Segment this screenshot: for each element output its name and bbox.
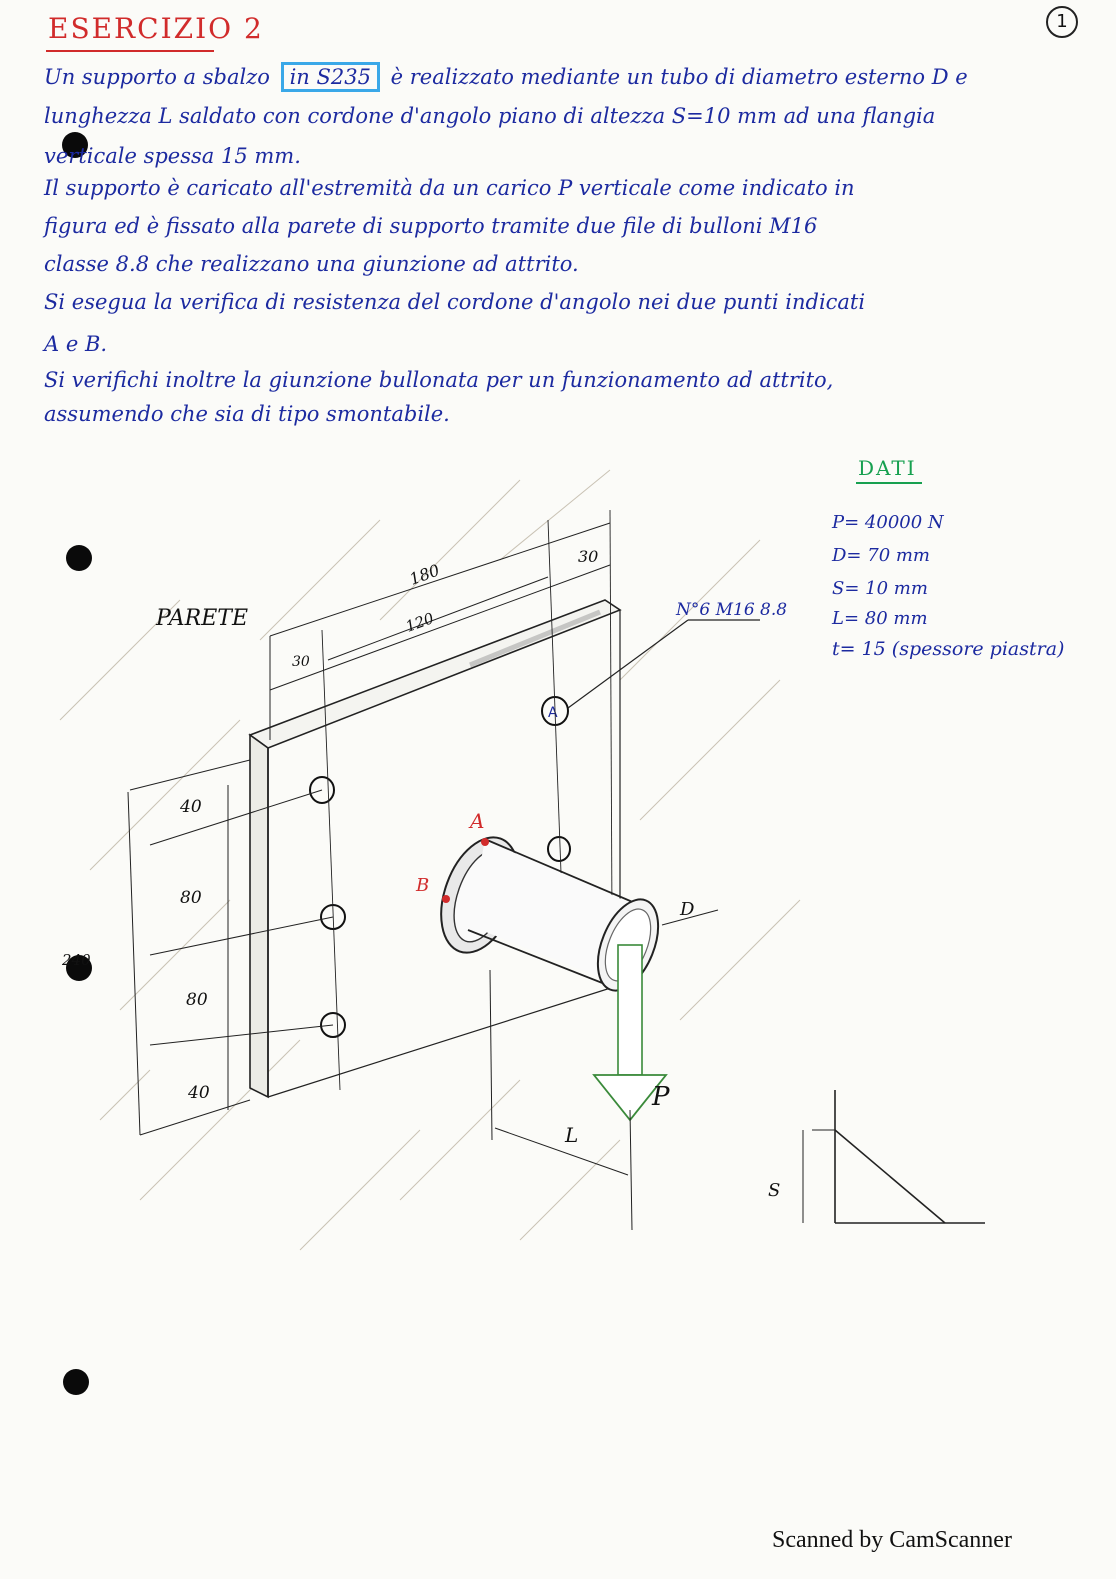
load-p-label: P (652, 1082, 670, 1112)
problem-line-1-pre: Un supporto a sbalzo (44, 65, 270, 89)
data-title: DATI (858, 456, 917, 480)
problem-line-9: Si verifichi inoltre la giunzione bullonata per un funzionamento ad attrito, (44, 368, 834, 392)
dim-40-bottom-label: 40 (188, 1083, 210, 1103)
problem-line-2: lunghezza L saldato con cordone d'angolo piano di altezza S=10 mm ad una flangia (44, 104, 936, 128)
problem-line-1-post: è realizzato mediante un tubo di diametro esterno D e (390, 65, 968, 89)
material-highlight: in S235 (281, 62, 380, 92)
dim-30-top-label: 30 (578, 547, 599, 566)
bolt-callout-label: N°6 M16 8.8 (676, 600, 788, 620)
dim-80-a-label: 80 (180, 888, 202, 908)
page-number: 1 (1046, 6, 1078, 38)
data-item-p: P= 40000 N (832, 512, 944, 533)
problem-line-5: figura ed è fissato alla parete di supporto tramite due file di bulloni M16 (44, 214, 818, 238)
data-item-d: D= 70 mm (832, 545, 930, 566)
point-a-label: A (470, 809, 485, 833)
problem-line-7: Si esegua la verifica di resistenza del cordone d'angolo nei due punti indicati (44, 290, 866, 314)
problem-line-10: assumendo che sia di tipo smontabile. (44, 402, 450, 426)
wall-hatching (60, 470, 800, 1250)
dim-180-label: 180 (406, 560, 443, 589)
wall-label: PARETE (156, 606, 249, 631)
problem-line-3: verticale spessa 15 mm. (44, 144, 301, 168)
problem-line-4: Il supporto è caricato all'estremità da un carico P verticale come indicato in (44, 176, 855, 200)
dim-40-top-label: 40 (180, 797, 202, 817)
problem-line-6: classe 8.8 che realizzano una giunzione ad attrito. (44, 252, 579, 276)
weld-s-label: S (768, 1180, 781, 1201)
bolt-hole-right-mid (548, 837, 570, 861)
bolt-centerlines (322, 510, 612, 1090)
scanner-watermark: Scanned by CamScanner (772, 1527, 1012, 1553)
data-item-l: L= 80 mm (832, 608, 928, 629)
data-item-t: t= 15 (spessore piastra) (832, 638, 1065, 660)
dim-80-b-label: 80 (186, 990, 208, 1010)
length-l-label: L (565, 1123, 579, 1147)
exercise-title: ESERCIZIO 2 (48, 12, 264, 45)
weld-point-a (481, 838, 489, 846)
left-dimensions (128, 760, 333, 1135)
dim-120-label: 120 (403, 609, 437, 636)
bolt-marker-label: A (548, 705, 558, 721)
dim-30-left-label: 30 (292, 654, 310, 670)
data-item-s: S= 10 mm (832, 578, 928, 599)
diameter-d-label: D (680, 899, 695, 920)
weld-point-b (442, 895, 450, 903)
problem-line-8: A e B. (44, 332, 108, 356)
dimension-l (490, 970, 632, 1230)
dim-total-label: 240 (62, 951, 91, 969)
point-b-label: B (416, 875, 430, 896)
weld-section-sketch (803, 1090, 985, 1223)
flange-plate (250, 600, 620, 1097)
